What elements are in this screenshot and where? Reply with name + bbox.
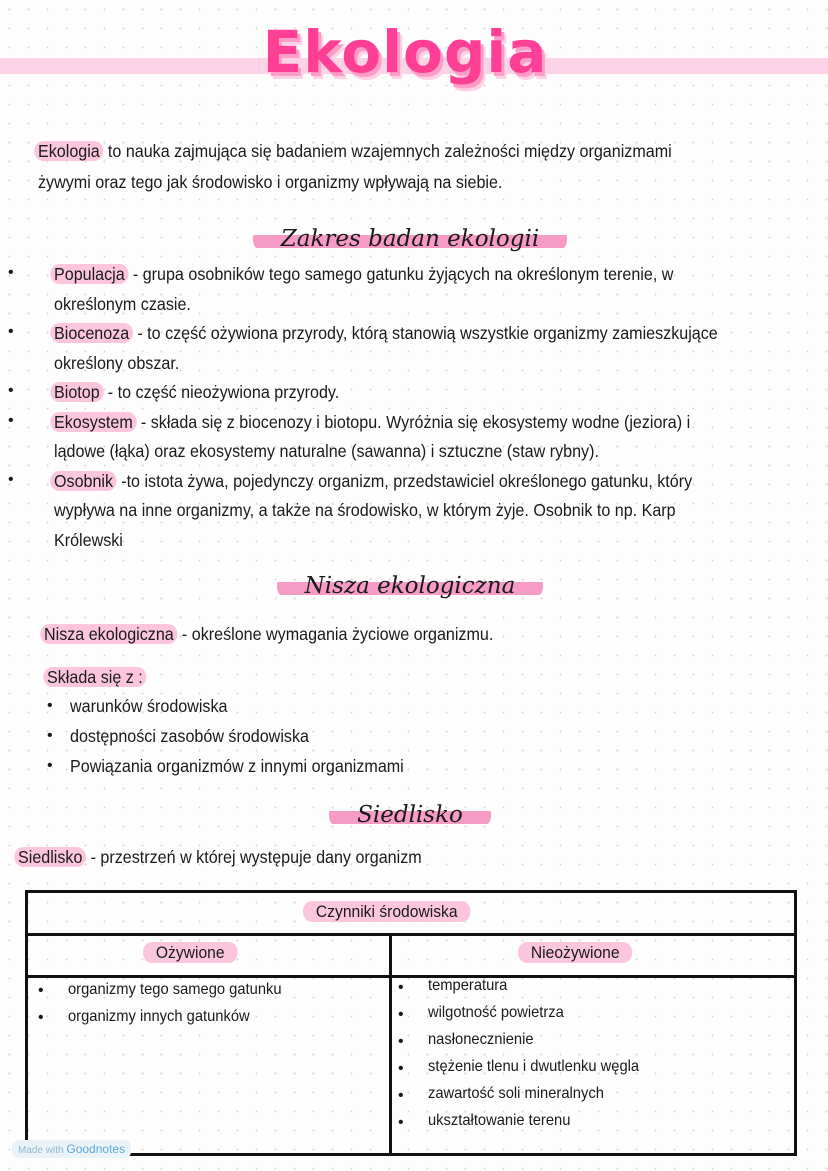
column-divider (389, 933, 392, 1153)
factors-table (25, 890, 797, 1156)
list-item-line: określonym czasie. (54, 293, 191, 314)
bullet-icon: • (398, 1033, 404, 1050)
nisza-text: - określone wymagania życiowe organizmu. (177, 624, 494, 644)
bullet-icon: • (47, 697, 53, 714)
composed-label: Składa się z : (47, 667, 146, 688)
component-item: dostępności zasobów środowiska (70, 726, 309, 746)
nisza-term: Nisza ekologiczna (40, 624, 177, 644)
list-item-text: - to część ożywiona przyrody, którą stanowią wszystkie organizmy zamieszkujące (132, 323, 718, 343)
siedlisko-definition (18, 847, 422, 868)
table-title-row (28, 893, 794, 936)
bullet-icon: • (398, 1006, 404, 1023)
bullet-icon: • (38, 982, 44, 999)
bullet-icon: • (47, 727, 53, 744)
bullet-icon: • (38, 1009, 44, 1026)
nisza-definition (44, 624, 493, 645)
bullet-icon: • (47, 757, 53, 774)
abiotic-factor: ukształtowanie terenu (428, 1112, 571, 1129)
list-item-text: - to część nieożywiona przyrody. (103, 382, 340, 402)
goodnotes-badge: Made with Goodnotes (12, 1140, 131, 1158)
intro-line-1 (38, 141, 672, 162)
list-item-line: określony obszar. (54, 352, 180, 373)
bullet-icon: • (398, 1087, 404, 1104)
list-item-line (54, 382, 339, 403)
list-item-line (54, 471, 692, 492)
bullet-icon: • (8, 382, 14, 399)
siedlisko-text: - przestrzeń w której występuje dany organizm (86, 847, 422, 867)
bullet-icon: • (8, 323, 14, 340)
list-item-line: Królewski (54, 529, 123, 550)
list-item-line (54, 323, 718, 344)
intro-term: Ekologia (34, 141, 103, 161)
list-item-line: wypływa na inne organizmy, a także na środowisko, w którym żyje. Osobnik to np. Karp (54, 500, 676, 520)
table-header-row (28, 933, 794, 978)
abiotic-factor: temperatura (428, 977, 508, 994)
bullet-icon: • (398, 1060, 404, 1077)
section-heading-siedlisko: Siedlisko (250, 802, 570, 828)
list-item-line: lądowe (łąka) oraz ekosystemy naturalne (sawanna) i sztuczne (staw rybny). (54, 441, 599, 461)
list-item-line (54, 264, 673, 285)
abiotic-factor: stężenie tlenu i dwutlenku węgla (428, 1058, 640, 1075)
list-item-term: Biocenoza (50, 323, 133, 343)
abiotic-factor: nasłonecznienie (428, 1031, 534, 1048)
abiotic-factor: zawartość soli mineralnych (428, 1085, 604, 1102)
section-heading-nisza: Nisza ekologiczna (230, 573, 590, 599)
bullet-icon: • (8, 470, 14, 488)
component-item: warunków środowiska (70, 696, 228, 716)
col-header-ozywione: Ożywione (143, 943, 237, 963)
intro-text: to nauka zajmująca się badaniem wzajemnych zależności między organizmami (103, 141, 672, 161)
intro-line-2: żywymi oraz tego jak środowisko i organizmy wpływają na siebie. (38, 172, 503, 192)
page-title: Ekologia (262, 18, 548, 86)
list-item-term: Populacja (50, 264, 128, 284)
bullet-icon: • (398, 979, 404, 996)
bullet-icon: • (8, 264, 14, 281)
biotic-factor: organizmy tego samego gatunku (68, 981, 282, 998)
list-item-text: - składa się z biocenozy i biotopu. Wyróżnia się ekosystemy wodne (jeziora) i (136, 411, 691, 432)
bullet-icon: • (8, 411, 14, 429)
abiotic-factor: wilgotność powietrza (428, 1004, 564, 1021)
siedlisko-term: Siedlisko (14, 847, 86, 867)
list-item-text: -to istota żywa, pojedynczy organizm, przedstawiciel określonego gatunku, który (116, 470, 693, 491)
list-item-term: Ekosystem (50, 412, 136, 432)
component-item: Powiązania organizmów z innymi organizmami (70, 756, 404, 776)
biotic-factor: organizmy innych gatunków (68, 1008, 250, 1025)
list-item-line (54, 412, 690, 433)
table-title: Czynniki środowiska (303, 902, 470, 922)
bullet-icon: • (398, 1114, 404, 1131)
list-item-term: Biotop (50, 382, 103, 402)
col-header-nieozywione: Nieożywione (518, 943, 632, 963)
list-item-text: - grupa osobników tego samego gatunku żyjących na określonym terenie, w (128, 264, 674, 284)
section-heading-zakres: Zakres badan ekologii (230, 226, 590, 252)
list-item-term: Osobnik (50, 471, 116, 491)
